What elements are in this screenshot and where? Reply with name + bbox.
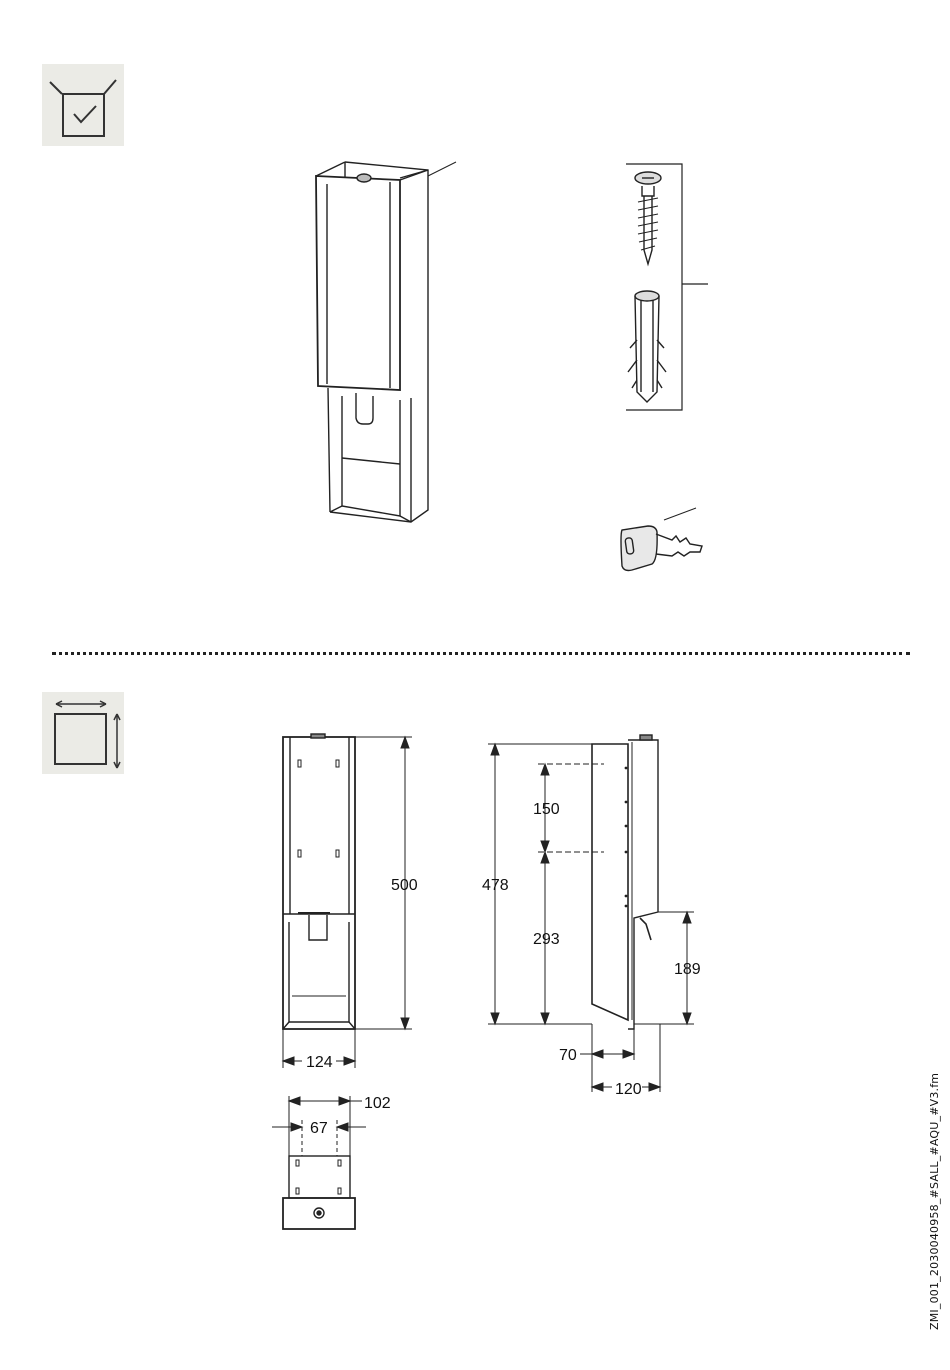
dim-side-lower-hole-height: 293 (533, 931, 560, 948)
dim-front-height: 500 (391, 877, 418, 894)
dim-side-total-height: 478 (482, 877, 509, 894)
screw-and-plug-illustration (626, 164, 708, 410)
dim-side-depth-front: 70 (559, 1047, 577, 1064)
dim-front-width: 124 (306, 1054, 333, 1071)
dim-top-outer-width: 102 (364, 1095, 391, 1112)
dim-top-inner-width: 67 (310, 1120, 328, 1137)
dispenser-illustration (316, 162, 456, 522)
dim-side-outlet-height: 189 (674, 961, 701, 978)
top-view (272, 1096, 366, 1229)
side-view (488, 735, 694, 1092)
dim-side-depth-total: 120 (615, 1081, 642, 1098)
document-code: ZMI_001_2030040958_#SALL_#AQU_#V3.fm (928, 1072, 941, 1330)
front-view (283, 734, 412, 1068)
dim-side-hole-spacing: 150 (533, 801, 560, 818)
key-illustration (621, 508, 702, 571)
